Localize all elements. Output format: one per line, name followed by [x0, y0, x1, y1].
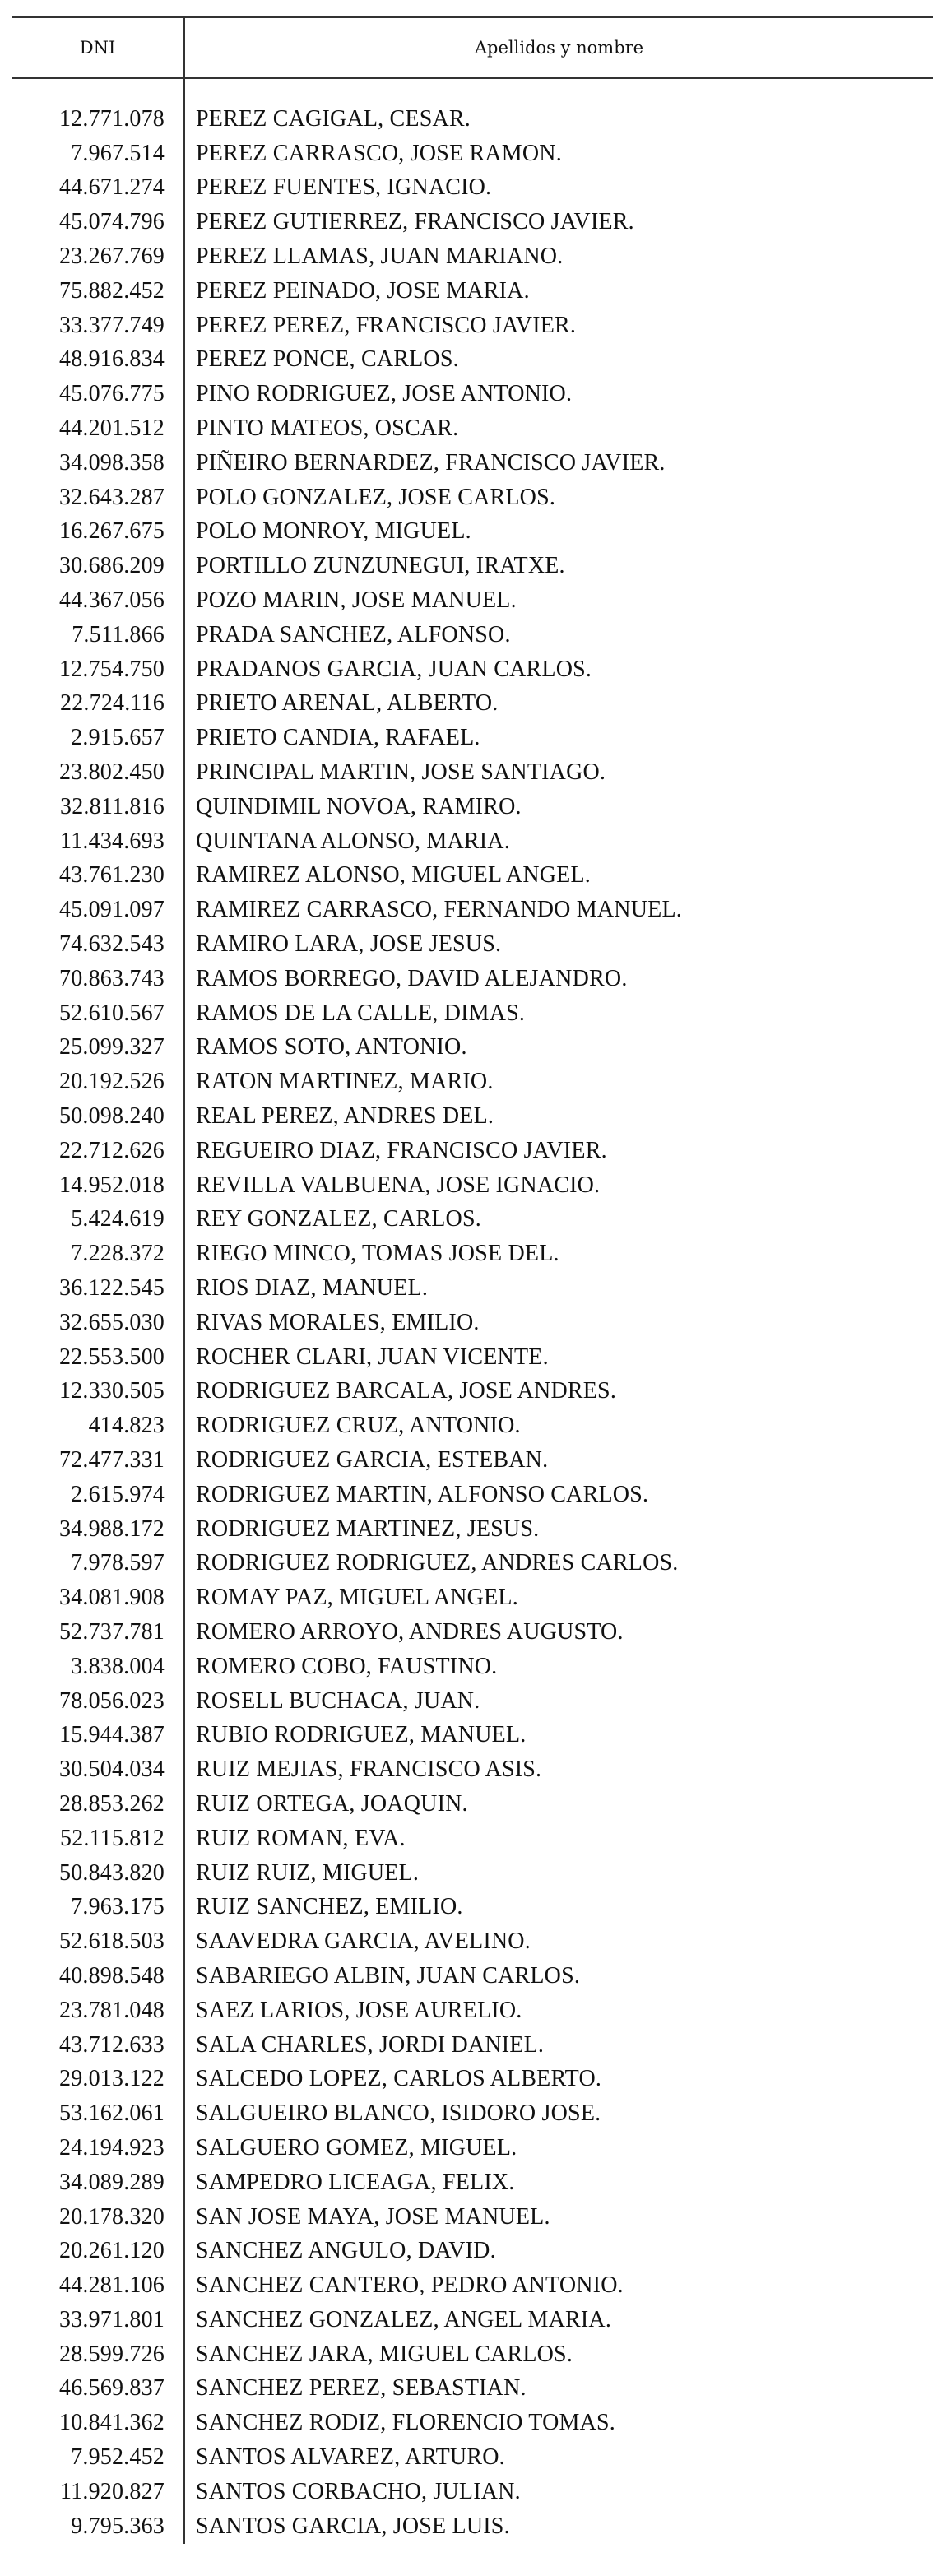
dni-cell: 44.201.512	[59, 415, 165, 442]
dni-cell: 11.920.827	[60, 2478, 165, 2504]
name-cell: PEREZ CAGIGAL, CESAR.	[196, 105, 471, 132]
name-cell: SANCHEZ PEREZ, SEBASTIAN.	[196, 2375, 527, 2402]
table-row	[12, 274, 933, 309]
dni-cell: 43.761.230	[59, 862, 165, 889]
table-row	[12, 1478, 933, 1512]
table-row	[12, 927, 933, 962]
name-cell: PIÑEIRO BERNARDEZ, FRANCISCO JAVIER.	[196, 449, 666, 476]
dni-cell: 34.098.358	[59, 449, 165, 476]
table-row	[12, 1546, 933, 1580]
table-row	[12, 2096, 933, 2131]
dni-cell: 28.853.262	[59, 1790, 165, 1817]
name-cell: PEREZ GUTIERREZ, FRANCISCO JAVIER.	[196, 209, 634, 235]
dni-cell: 30.504.034	[59, 1757, 165, 1783]
table-row	[12, 687, 933, 722]
name-cell: ROMERO ARROYO, ANDRES AUGUSTO.	[196, 1618, 624, 1645]
table-row	[12, 1340, 933, 1375]
table-row	[12, 1409, 933, 1443]
table-row	[12, 1065, 933, 1099]
name-cell: RUIZ ORTEGA, JOAQUIN.	[196, 1790, 468, 1817]
table-row	[12, 2165, 933, 2200]
name-cell: PEREZ FUENTES, IGNACIO.	[196, 174, 492, 201]
table-row	[12, 205, 933, 239]
table-row	[12, 1890, 933, 1924]
dni-cell: 12.771.078	[59, 105, 165, 132]
table-row	[12, 1443, 933, 1478]
table-header	[12, 16, 933, 79]
dni-cell: 53.162.061	[59, 2100, 165, 2127]
name-cell: PEREZ PONCE, CARLOS.	[196, 346, 459, 373]
name-cell: ROMAY PAZ, MIGUEL ANGEL.	[196, 1585, 518, 1611]
dni-cell: 52.737.781	[59, 1618, 165, 1645]
dni-cell: 22.712.626	[59, 1137, 165, 1163]
name-cell: PEREZ LLAMAS, JUAN MARIANO.	[196, 244, 564, 270]
table-row	[12, 1306, 933, 1340]
table-row	[12, 2062, 933, 2096]
table-row	[12, 480, 933, 515]
table-row	[12, 2372, 933, 2407]
table-row	[12, 1512, 933, 1547]
table-row	[12, 1271, 933, 1306]
name-cell: ROMERO COBO, FAUSTINO.	[196, 1653, 498, 1679]
dni-cell: 32.811.816	[60, 793, 165, 819]
table-row	[12, 721, 933, 755]
name-cell: RODRIGUEZ CRUZ, ANTONIO.	[196, 1413, 521, 1439]
dni-cell: 20.261.120	[59, 2238, 165, 2264]
table-row	[12, 962, 933, 996]
dni-cell: 22.553.500	[59, 1344, 165, 1370]
table-row	[12, 583, 933, 618]
table-row	[12, 2509, 933, 2544]
dni-name-table	[12, 16, 933, 2544]
name-cell: REY GONZALEZ, CARLOS.	[196, 1206, 481, 1232]
dni-cell: 9.795.363	[71, 2513, 165, 2539]
table-row	[12, 1031, 933, 1065]
dni-cell: 25.099.327	[59, 1034, 165, 1061]
table-row	[12, 446, 933, 480]
name-cell: RUIZ ROMAN, EVA.	[196, 1825, 406, 1851]
name-cell: SAAVEDRA GARCIA, AVELINO.	[196, 1929, 531, 1955]
dni-cell: 40.898.548	[59, 1962, 165, 1989]
table-row	[12, 1752, 933, 1787]
name-cell: RODRIGUEZ BARCALA, JOSE ANDRES.	[196, 1378, 617, 1404]
name-cell: RIEGO MINCO, TOMAS JOSE DEL.	[196, 1241, 559, 1267]
table-row	[12, 1856, 933, 1891]
name-cell: SALGUERO GOMEZ, MIGUEL.	[196, 2134, 517, 2161]
table-row	[12, 755, 933, 790]
table-row	[12, 893, 933, 927]
name-cell: RUBIO RODRIGUEZ, MANUEL.	[196, 1722, 527, 1748]
name-cell: SANTOS GARCIA, JOSE LUIS.	[196, 2513, 510, 2539]
table-row	[12, 2234, 933, 2268]
name-cell: RIVAS MORALES, EMILIO.	[196, 1309, 480, 1335]
dni-cell: 72.477.331	[59, 1446, 165, 1473]
table-row	[12, 1650, 933, 1684]
table-row	[12, 137, 933, 171]
name-cell: POLO MONROY, MIGUEL.	[196, 518, 471, 545]
name-cell: RUIZ MEJIAS, FRANCISCO ASIS.	[196, 1757, 542, 1783]
name-cell: POLO GONZALEZ, JOSE CARLOS.	[196, 484, 556, 510]
table-row	[12, 2303, 933, 2337]
table-row	[12, 1580, 933, 1615]
dni-cell: 16.267.675	[59, 518, 165, 545]
dni-cell: 50.843.820	[59, 1859, 165, 1886]
dni-cell: 32.655.030	[59, 1309, 165, 1335]
table-row	[12, 1684, 933, 1719]
table-row	[12, 171, 933, 206]
dni-cell: 78.056.023	[59, 1687, 165, 1714]
table-row	[12, 2475, 933, 2509]
dni-cell: 2.915.657	[71, 725, 165, 751]
name-cell: PRINCIPAL MARTIN, JOSE SANTIAGO.	[196, 759, 606, 786]
header-dni: DNI	[12, 18, 185, 77]
table-row	[12, 239, 933, 274]
name-cell: PINTO MATEOS, OSCAR.	[196, 415, 459, 442]
name-cell: PORTILLO ZUNZUNEGUI, IRATXE.	[196, 553, 565, 579]
table-row	[12, 1822, 933, 1856]
dni-cell: 15.944.387	[59, 1722, 165, 1748]
name-cell: QUINTANA ALONSO, MARIA.	[196, 828, 510, 854]
name-cell: SAMPEDRO LICEAGA, FELIX.	[196, 2169, 515, 2195]
table-row	[12, 2337, 933, 2372]
dni-cell: 34.988.172	[59, 1515, 165, 1542]
table-row	[12, 2200, 933, 2235]
dni-cell: 48.916.834	[59, 346, 165, 373]
dni-cell: 23.267.769	[59, 244, 165, 270]
name-cell: SANCHEZ GONZALEZ, ANGEL MARIA.	[196, 2306, 612, 2332]
name-cell: RAMOS SOTO, ANTONIO.	[196, 1034, 467, 1061]
name-cell: PRIETO ARENAL, ALBERTO.	[196, 690, 499, 717]
name-cell: RAMOS DE LA CALLE, DIMAS.	[196, 1000, 526, 1026]
name-cell: SANCHEZ RODIZ, FLORENCIO TOMAS.	[196, 2410, 615, 2436]
name-cell: PEREZ PEINADO, JOSE MARIA.	[196, 277, 530, 304]
dni-cell: 23.781.048	[59, 1997, 165, 2023]
dni-cell: 20.178.320	[59, 2203, 165, 2230]
name-cell: PINO RODRIGUEZ, JOSE ANTONIO.	[196, 381, 573, 407]
name-cell: SANCHEZ CANTERO, PEDRO ANTONIO.	[196, 2272, 624, 2299]
table-row	[12, 790, 933, 824]
table-row	[12, 2131, 933, 2165]
name-cell: ROCHER CLARI, JUAN VICENTE.	[196, 1344, 549, 1370]
table-row	[12, 2268, 933, 2303]
name-cell: SANCHEZ JARA, MIGUEL CARLOS.	[196, 2341, 573, 2367]
table-row	[12, 652, 933, 687]
dni-cell: 12.754.750	[59, 656, 165, 682]
table-row	[12, 2406, 933, 2440]
dni-cell: 52.610.567	[59, 1000, 165, 1026]
table-row	[12, 2028, 933, 2063]
dni-cell: 7.511.866	[72, 621, 165, 647]
dni-cell: 36.122.545	[59, 1274, 165, 1301]
table-row	[12, 1374, 933, 1409]
dni-cell: 12.330.505	[59, 1378, 165, 1404]
dni-cell: 75.882.452	[59, 277, 165, 304]
dni-cell: 24.194.923	[59, 2134, 165, 2161]
dni-cell: 29.013.122	[59, 2066, 165, 2092]
name-cell: PRADANOS GARCIA, JUAN CARLOS.	[196, 656, 592, 682]
dni-cell: 44.367.056	[59, 587, 165, 614]
dni-cell: 7.967.514	[71, 140, 165, 166]
name-cell: SAN JOSE MAYA, JOSE MANUEL.	[196, 2203, 550, 2230]
name-cell: RATON MARTINEZ, MARIO.	[196, 1069, 494, 1095]
table-row	[12, 343, 933, 378]
table-row	[12, 1134, 933, 1168]
name-cell: RAMIREZ CARRASCO, FERNANDO MANUEL.	[196, 897, 682, 923]
header-name: Apellidos y nombre	[474, 38, 644, 58]
name-cell: PEREZ PEREZ, FRANCISCO JAVIER.	[196, 312, 577, 338]
name-cell: SALA CHARLES, JORDI DANIEL.	[196, 2031, 545, 2058]
dni-cell: 3.838.004	[71, 1653, 165, 1679]
table-row	[12, 1787, 933, 1822]
table-row	[12, 1099, 933, 1134]
name-cell: SALCEDO LOPEZ, CARLOS ALBERTO.	[196, 2066, 602, 2092]
dni-cell: 30.686.209	[59, 553, 165, 579]
dni-cell: 5.424.619	[71, 1206, 165, 1232]
dni-cell: 2.615.974	[71, 1481, 165, 1507]
table-row	[12, 1237, 933, 1271]
name-cell: PRIETO CANDIA, RAFAEL.	[196, 725, 480, 751]
table-row	[12, 1203, 933, 1237]
dni-cell: 43.712.633	[59, 2031, 165, 2058]
name-cell: RAMIREZ ALONSO, MIGUEL ANGEL.	[196, 862, 591, 889]
name-cell: RUIZ RUIZ, MIGUEL.	[196, 1859, 420, 1886]
table-body	[12, 79, 933, 2544]
name-cell: REGUEIRO DIAZ, FRANCISCO JAVIER.	[196, 1137, 607, 1163]
dni-cell: 7.978.597	[71, 1550, 165, 1576]
table-row	[12, 2440, 933, 2475]
table-row	[12, 824, 933, 859]
name-cell: RAMIRO LARA, JOSE JESUS.	[196, 931, 502, 958]
table-row	[12, 1993, 933, 2028]
dni-cell: 33.971.801	[59, 2306, 165, 2332]
name-cell: SANTOS ALVAREZ, ARTURO.	[196, 2444, 505, 2471]
dni-cell: 14.952.018	[59, 1172, 165, 1198]
dni-cell: 44.671.274	[59, 174, 165, 201]
dni-cell: 33.377.749	[59, 312, 165, 338]
dni-cell: 28.599.726	[59, 2341, 165, 2367]
dni-cell: 44.281.106	[59, 2272, 165, 2299]
name-cell: SANCHEZ ANGULO, DAVID.	[196, 2238, 496, 2264]
dni-cell: 74.632.543	[59, 931, 165, 958]
dni-cell: 50.098.240	[59, 1103, 165, 1129]
dni-cell: 45.076.775	[59, 381, 165, 407]
name-cell: QUINDIMIL NOVOA, RAMIRO.	[196, 793, 522, 819]
name-cell: SALGUEIRO BLANCO, ISIDORO JOSE.	[196, 2100, 601, 2127]
name-cell: SAEZ LARIOS, JOSE AURELIO.	[196, 1997, 522, 2023]
table-row	[12, 1718, 933, 1752]
name-cell: ROSELL BUCHACA, JUAN.	[196, 1687, 480, 1714]
table-row	[12, 102, 933, 137]
name-cell: REVILLA VALBUENA, JOSE IGNACIO.	[196, 1172, 601, 1198]
name-cell: RODRIGUEZ RODRIGUEZ, ANDRES CARLOS.	[196, 1550, 679, 1576]
table-row	[12, 549, 933, 583]
table-row	[12, 1168, 933, 1203]
dni-cell: 45.091.097	[59, 897, 165, 923]
table-row	[12, 1615, 933, 1650]
dni-cell: 32.643.287	[59, 484, 165, 510]
name-cell: RUIZ SANCHEZ, EMILIO.	[196, 1894, 463, 1920]
dni-cell: 7.952.452	[71, 2444, 165, 2471]
table-row	[12, 309, 933, 343]
name-cell: SABARIEGO ALBIN, JUAN CARLOS.	[196, 1962, 581, 1989]
table-row	[12, 411, 933, 446]
dni-cell: 70.863.743	[59, 965, 165, 991]
table-rows	[12, 102, 933, 2544]
dni-cell: 7.963.175	[71, 1894, 165, 1920]
name-cell: SANTOS CORBACHO, JULIAN.	[196, 2478, 521, 2504]
table-row	[12, 618, 933, 652]
name-cell: POZO MARIN, JOSE MANUEL.	[196, 587, 517, 614]
dni-cell: 20.192.526	[59, 1069, 165, 1095]
name-cell: RODRIGUEZ GARCIA, ESTEBAN.	[196, 1446, 549, 1473]
dni-cell: 34.089.289	[59, 2169, 165, 2195]
name-cell: RODRIGUEZ MARTIN, ALFONSO CARLOS.	[196, 1481, 649, 1507]
dni-cell: 7.228.372	[71, 1241, 165, 1267]
name-cell: PEREZ CARRASCO, JOSE RAMON.	[196, 140, 562, 166]
table-row	[12, 377, 933, 411]
table-row	[12, 996, 933, 1031]
dni-cell: 52.115.812	[60, 1825, 165, 1851]
dni-cell: 10.841.362	[59, 2410, 165, 2436]
name-cell: RIOS DIAZ, MANUEL.	[196, 1274, 429, 1301]
table-row	[12, 515, 933, 550]
name-cell: RAMOS BORREGO, DAVID ALEJANDRO.	[196, 965, 628, 991]
name-cell: REAL PEREZ, ANDRES DEL.	[196, 1103, 494, 1129]
dni-cell: 34.081.908	[59, 1585, 165, 1611]
dni-cell: 22.724.116	[60, 690, 165, 717]
name-cell: RODRIGUEZ MARTINEZ, JESUS.	[196, 1515, 540, 1542]
dni-cell: 414.823	[88, 1413, 165, 1439]
table-row	[12, 1924, 933, 1959]
table-row	[12, 859, 933, 893]
dni-cell: 23.802.450	[59, 759, 165, 786]
dni-cell: 11.434.693	[60, 828, 165, 854]
table-row	[12, 1959, 933, 1993]
dni-cell: 52.618.503	[59, 1929, 165, 1955]
name-cell: PRADA SANCHEZ, ALFONSO.	[196, 621, 511, 647]
dni-cell: 45.074.796	[59, 209, 165, 235]
dni-cell: 46.569.837	[59, 2375, 165, 2402]
